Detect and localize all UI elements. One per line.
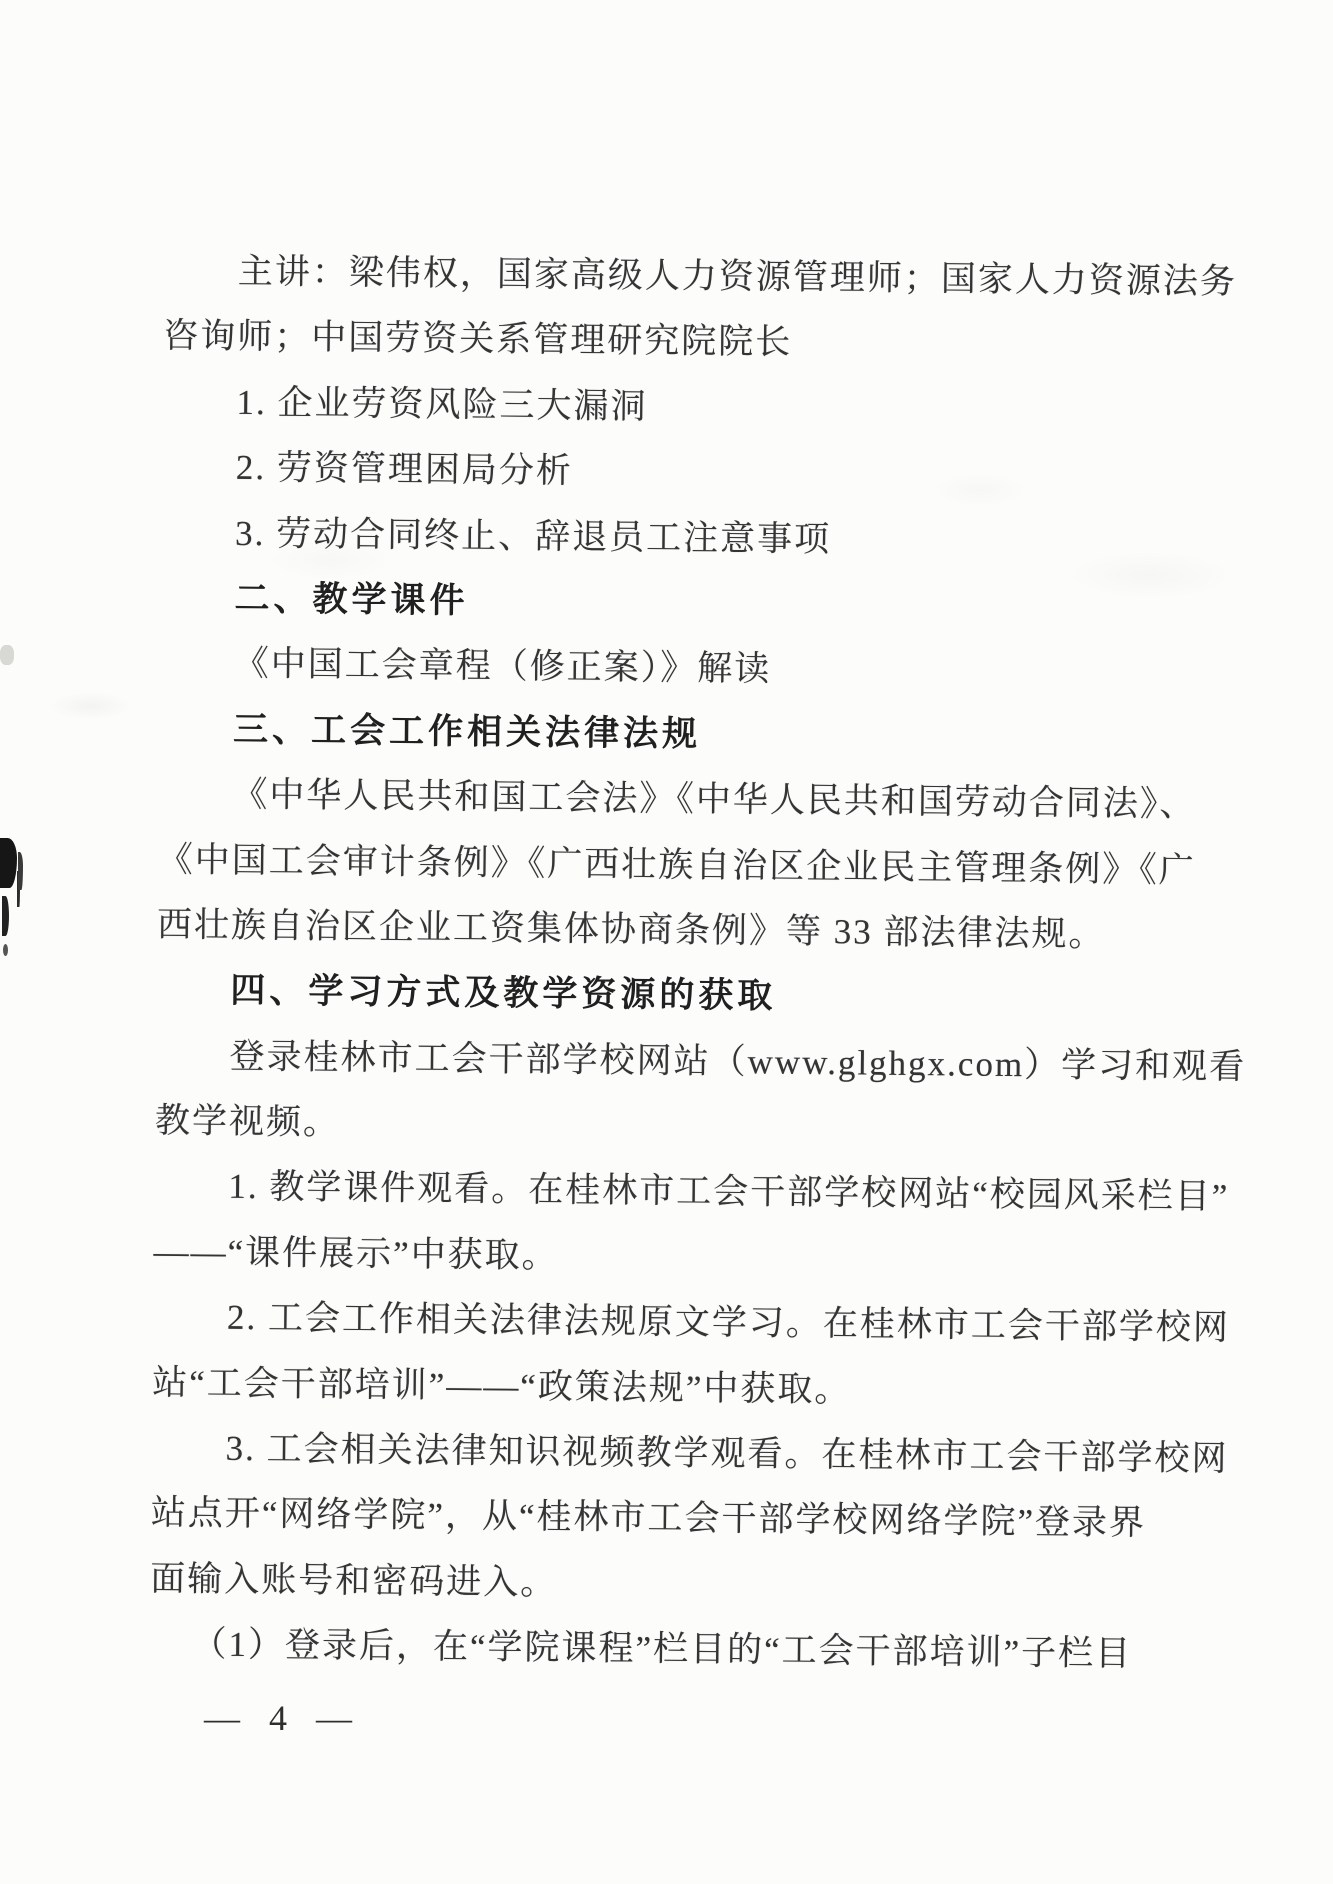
line-laws-3: 西壮族自治区企业工资集体协商条例》等 33 部法律法规。 xyxy=(156,904,1106,954)
line-step-3c: 面输入账号和密码进入。 xyxy=(150,1558,558,1603)
line-laws-2: 《中国工会审计条例》《广西壮族自治区企业民主管理条例》《广 xyxy=(157,839,1196,890)
document-body xyxy=(149,238,1333,1689)
line-topic-3: 3. 劳动合同终止、辞退员工注意事项 xyxy=(234,513,832,559)
scan-ink-dash-artifact xyxy=(2,896,9,936)
line-topic-1: 1. 企业劳资风险三大漏洞 xyxy=(236,382,648,426)
line-step-2b: 站“工会干部培训”——“政策法规”中获取。 xyxy=(152,1362,852,1409)
scan-ink-blob-artifact xyxy=(0,838,17,888)
line-step-3a: 3. 工会相关法律知识视频教学观看。在桂林市工会干部学校网 xyxy=(225,1428,1229,1479)
line-substep-1: （1）登录后，在“学院课程”栏目的“工会干部培训”子栏目 xyxy=(191,1624,1133,1674)
line-lecturer-intro-2: 咨询师；中国劳资关系管理研究院院长 xyxy=(163,316,793,363)
heading-section-3: 三、工会工作相关法律法规 xyxy=(232,709,702,754)
heading-section-4: 四、学习方式及教学资源的获取 xyxy=(230,971,777,1016)
line-laws-1: 《中华人民共和国工会法》《中华人民共和国劳动合同法》、 xyxy=(232,774,1197,825)
heading-section-2: 二、教学课件 xyxy=(234,578,469,621)
line-website-access-1: 登录桂林市工会干部学校网站（www.glghgx.com）学习和观看 xyxy=(229,1036,1247,1087)
scan-smudge-artifact xyxy=(0,645,14,665)
line-courseware-title: 《中国工会章程（修正案）》解读 xyxy=(233,644,772,689)
line-lecturer-intro-1: 主讲：梁伟权，国家高级人力资源管理师；国家人力资源法务 xyxy=(237,251,1238,302)
line-step-2a: 2. 工会工作相关法律法规原文学习。在桂林市工会干部学校网 xyxy=(226,1298,1231,1348)
line-step-3b: 站点开“网络学院”，从“桂林市工会干部学校网络学院”登录界 xyxy=(150,1493,1147,1543)
line-step-1a: 1. 教学课件观看。在桂林市工会干部学校网站“校园风采栏目” xyxy=(228,1167,1230,1217)
line-topic-2: 2. 劳资管理困局分析 xyxy=(235,448,574,491)
page-number: — 4 — xyxy=(204,1698,354,1738)
line-website-access-2: 教学视频。 xyxy=(154,1101,341,1143)
line-step-1b: ——“课件展示”中获取。 xyxy=(153,1231,559,1276)
scan-ink-dot-artifact xyxy=(3,944,8,956)
